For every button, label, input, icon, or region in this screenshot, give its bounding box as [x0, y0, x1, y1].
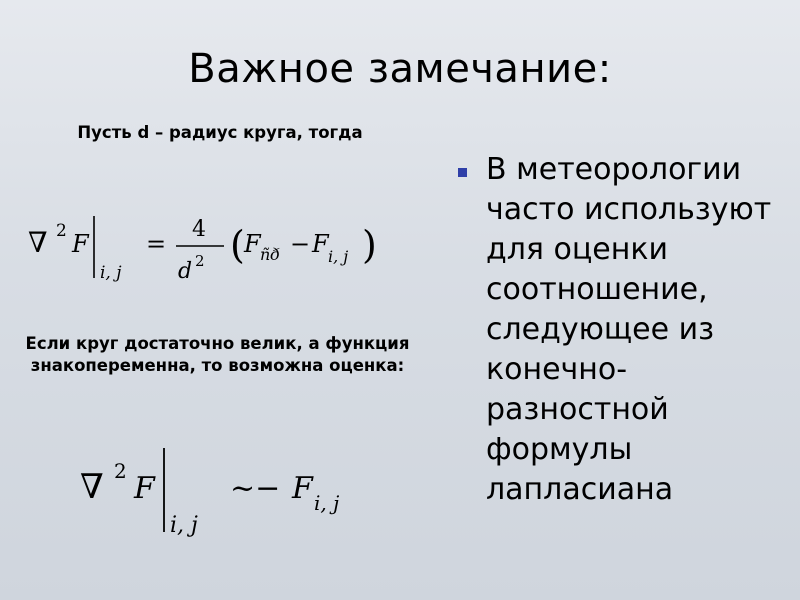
exponent: 2 — [56, 221, 67, 241]
function-f: F — [72, 230, 89, 258]
subscript-ij-4: i, j — [314, 491, 340, 515]
nabla-symbol-2: ∇ — [80, 467, 104, 507]
bullet-square-icon — [458, 168, 467, 177]
subscript-ij-3: i, j — [170, 513, 198, 538]
bullet-text: В метеорологии часто используют для оценки соотношение, следующее из конечно-разностной формулы лапласиана — [486, 152, 772, 507]
function-f-2: F — [134, 471, 155, 506]
formula-laplacian-estimate — [28, 200, 418, 300]
minus-sign: − — [290, 230, 311, 258]
function-f-ij-2: F — [292, 471, 313, 506]
nabla-symbol: ∇ — [28, 226, 48, 259]
denominator-exponent: 2 — [195, 252, 205, 270]
equals-sign: = — [146, 230, 167, 258]
intro-text: Пусть d – радиус круга, тогда — [77, 123, 363, 142]
left-paren: ( — [230, 223, 245, 267]
numerator: 4 — [192, 217, 206, 242]
condition-text: Если круг достаточно велик, а функция знакопеременна, то возможна оценка: — [25, 334, 410, 375]
slide-title: Важное замечание: — [188, 46, 612, 92]
approx-minus: ~− — [230, 471, 281, 506]
formula-approximation — [80, 440, 410, 550]
function-f-ij: F — [312, 230, 329, 258]
subscript-ij: i, j — [100, 263, 122, 283]
function-f-cp: F — [244, 230, 261, 258]
exponent-2: 2 — [114, 459, 127, 483]
subscript-cp: ñð — [260, 245, 280, 264]
right-paren: ) — [362, 223, 377, 267]
denominator: d — [178, 259, 193, 284]
subscript-ij-2: i, j — [328, 247, 349, 266]
